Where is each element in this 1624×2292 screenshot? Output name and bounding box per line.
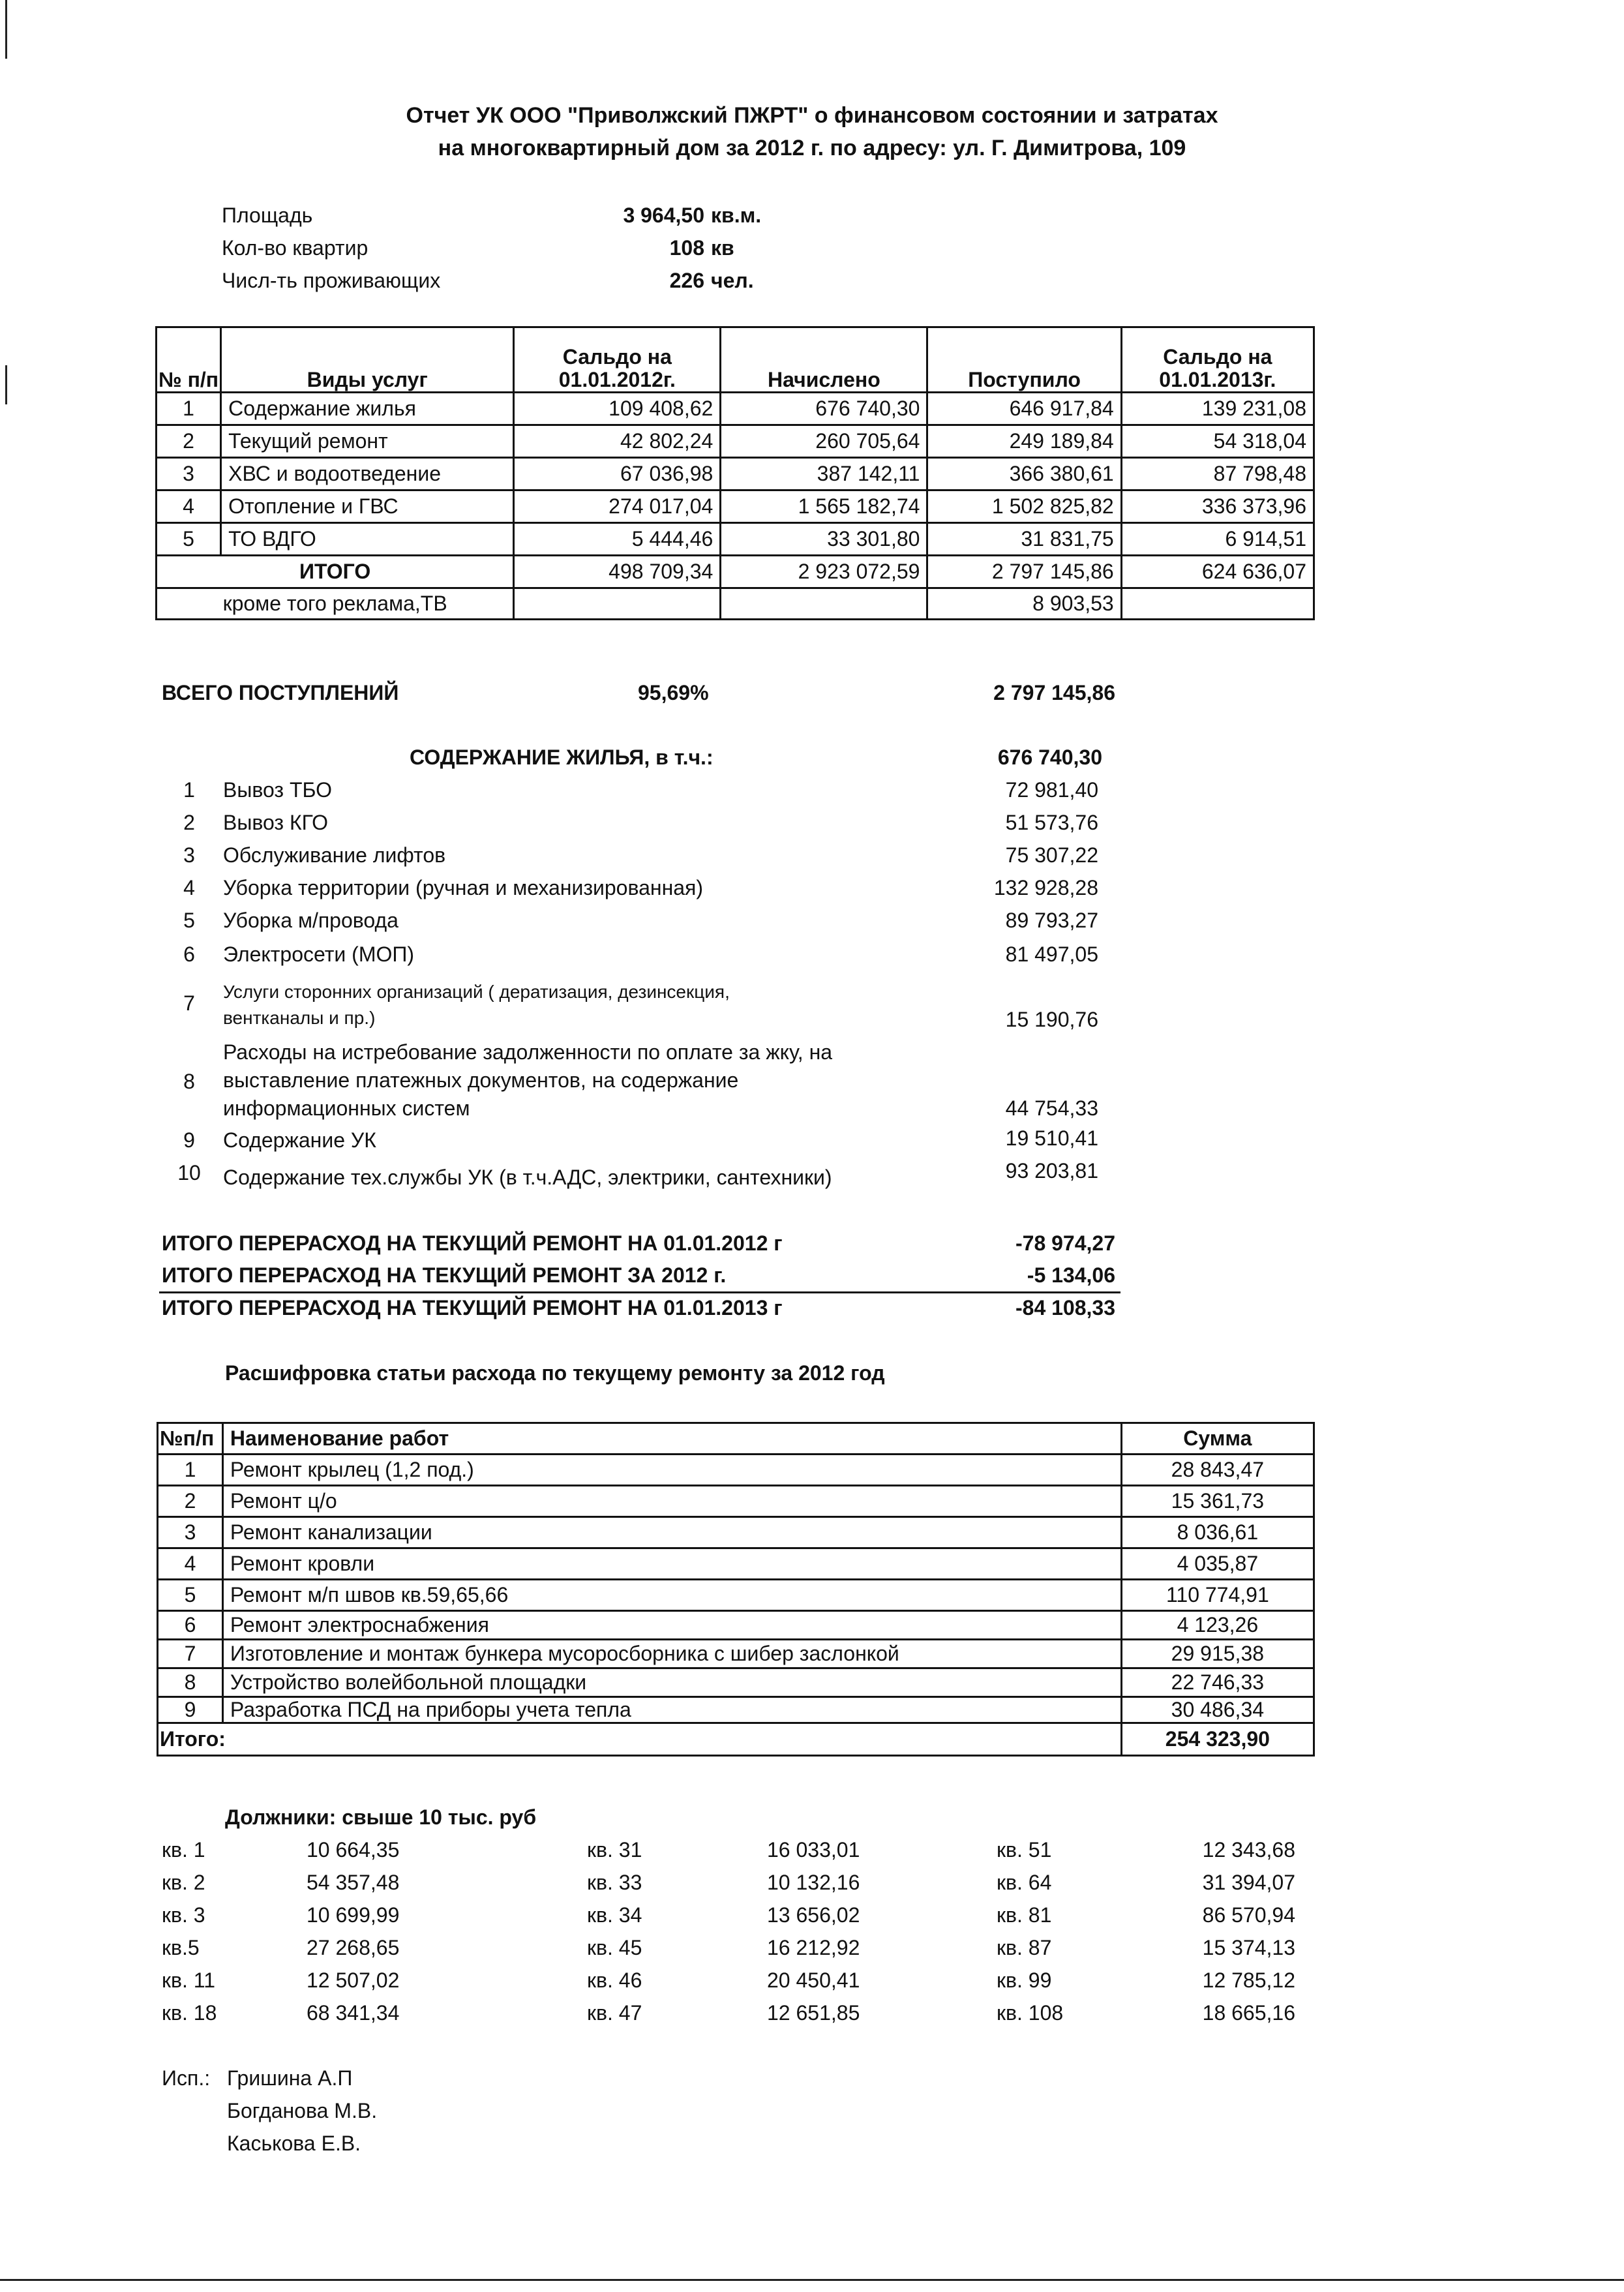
row-saldo-end: 54 318,04 [1121,425,1314,458]
row-charged: 1 565 182,74 [721,490,927,523]
row-saldo-end: 6 914,51 [1121,523,1314,556]
housing-heading: СОДЕРЖАНИЕ ЖИЛЬЯ, в т.ч.: [410,746,714,769]
table-row [157,425,1314,458]
repairs-sum: 15 361,73 [1121,1486,1314,1517]
overspend-value: -78 974,27 [1015,1231,1115,1255]
debtor-apartment: кв. 46 [587,1968,642,1992]
debtor-amount: 10 132,16 [767,1871,860,1894]
debtors-heading: Должники: свыше 10 тыс. руб [225,1805,537,1829]
services-extra-row [157,588,1314,620]
housing-item-num: 3 [183,843,195,867]
repairs-num: 4 [158,1548,223,1580]
debtor-apartment: кв. 87 [997,1936,1052,1959]
debtor-apartment: кв.5 [162,1936,200,1959]
housing-item-value: 19 510,41 [1005,1126,1098,1150]
housing-item-name: Электросети (МОП) [223,942,415,966]
repairs-name: Ремонт электроснабжения [222,1611,1121,1640]
housing-item-num: 6 [183,942,195,966]
info-apartments-label: Кол-во квартир [222,236,368,260]
debtor-apartment: кв. 31 [587,1838,642,1862]
executor-name: Гришина А.П [227,2066,353,2090]
header-saldo-end-line1: Сальдо на [1163,344,1272,369]
debtor-amount: 18 665,16 [1202,2001,1295,2025]
repairs-num: 9 [158,1697,223,1723]
repairs-sum: 29 915,38 [1121,1640,1314,1668]
repairs-heading: Расшифровка статьи расхода по текущему ремонту за 2012 год [225,1361,885,1385]
repairs-name: Изготовление и монтаж бункера мусоросборника с шибер заслонкой [222,1640,1121,1668]
repairs-num: 7 [158,1640,223,1668]
housing-item-value: 51 573,76 [1005,811,1098,834]
row-saldo-end: 336 373,96 [1121,490,1314,523]
housing-item-name-cont: вентканалы и пр.) [223,1008,376,1028]
repairs-table [157,1422,1315,1757]
repairs-num: 1 [158,1455,223,1486]
info-residents-value: 226 [669,269,704,292]
debtor-apartment: кв. 34 [587,1903,642,1927]
info-residents-label: Числ-ть проживающих [222,269,441,292]
debtor-amount: 12 651,85 [767,2001,860,2025]
repairs-header-name: Наименование работ [222,1423,1121,1455]
row-received: 1 502 825,82 [927,490,1121,523]
debtor-amount: 16 033,01 [767,1838,860,1862]
total-charged: 2 923 072,59 [721,556,927,588]
housing-item-value: 81 497,05 [1005,942,1098,966]
table-row [158,1455,1314,1486]
repairs-sum: 4 035,87 [1121,1548,1314,1580]
scan-bottom-line [0,2279,1624,2281]
repairs-name: Ремонт канализации [222,1517,1121,1548]
debtor-amount: 20 450,41 [767,1968,860,1992]
repairs-num: 2 [158,1486,223,1517]
row-saldo-start: 42 802,24 [514,425,721,458]
housing-item-name: Обслуживание лифтов [223,843,446,867]
debtor-apartment: кв. 11 [162,1968,215,1992]
housing-item-name-cont: выставление платежных документов, на содержание [223,1068,739,1092]
extra-label: кроме того реклама,ТВ [157,588,514,620]
table-row [157,393,1314,425]
total-saldo-start: 498 709,34 [514,556,721,588]
row-service: ХВС и водоотведение [221,458,514,490]
table-row [158,1580,1314,1611]
table-row [158,1548,1314,1580]
repairs-header-num: №п/п [158,1423,223,1455]
row-received: 31 831,75 [927,523,1121,556]
repairs-name: Разработка ПСД на приборы учета тепла [222,1697,1121,1723]
housing-total: 676 740,30 [997,746,1102,769]
housing-item-value: 93 203,81 [1005,1159,1098,1183]
debtor-apartment: кв. 18 [162,2001,217,2025]
info-apartments-unit: кв [711,236,734,260]
header-saldo-end-line2: 01.01.2013г. [1159,367,1276,391]
table-row [157,523,1314,556]
debtor-apartment: кв. 33 [587,1871,642,1894]
overspend-label: ИТОГО ПЕРЕРАСХОД НА ТЕКУЩИЙ РЕМОНТ ЗА 2012 г. [162,1263,727,1287]
header-saldo-start-line2: 01.01.2012г. [558,367,676,391]
overspend-label: ИТОГО ПЕРЕРАСХОД НА ТЕКУЩИЙ РЕМОНТ НА 01.01.2012 г [162,1231,783,1255]
header-saldo-start-line1: Сальдо на [562,344,672,369]
overspend-value: -5 134,06 [1027,1263,1115,1287]
scan-edge-top-left [5,0,7,59]
housing-item-name: Услуги сторонних организаций ( дератизация, дезинсекция, [223,982,730,1002]
table-row [158,1697,1314,1723]
debtor-amount: 13 656,02 [767,1903,860,1927]
repairs-sum: 4 123,26 [1121,1611,1314,1640]
row-num: 5 [157,523,221,556]
row-charged: 260 705,64 [721,425,927,458]
header-saldo-end [1121,327,1314,393]
executor-name: Богданова М.В. [227,2099,378,2122]
housing-item-num: 5 [183,909,195,932]
table-row [157,458,1314,490]
row-service: Отопление и ГВС [221,490,514,523]
info-apartments-value: 108 [669,236,704,260]
row-charged: 676 740,30 [721,393,927,425]
repairs-num: 6 [158,1611,223,1640]
repairs-num: 8 [158,1668,223,1697]
report-title-line2: на многоквартирный дом за 2012 г. по адресу: ул. Г. Димитрова, 109 [438,136,1186,160]
repairs-header-row [158,1423,1314,1455]
row-service: Содержание жилья [221,393,514,425]
header-charged: Начислено [721,327,927,393]
debtor-apartment: кв. 51 [997,1838,1052,1862]
debtor-amount: 27 268,65 [307,1936,400,1959]
housing-item-num: 1 [183,778,195,802]
extra-received: 8 903,53 [927,588,1121,620]
repairs-total-sum: 254 323,90 [1121,1723,1314,1756]
report-title-line1: Отчет УК ООО "Приволжский ПЖРТ" о финансовом состоянии и затратах [406,103,1218,128]
housing-item-name: Вывоз КГО [223,811,329,834]
table-row [157,490,1314,523]
header-num: № п/п [157,327,221,393]
total-label: ИТОГО [157,556,514,588]
services-total-row [157,556,1314,588]
debtor-apartment: кв. 45 [587,1936,642,1959]
services-table [155,326,1315,620]
debtor-apartment: кв. 108 [997,2001,1064,2025]
scan-edge-left [5,365,7,404]
debtor-amount: 15 374,13 [1202,1936,1295,1959]
row-saldo-start: 5 444,46 [514,523,721,556]
debtor-apartment: кв. 47 [587,2001,642,2025]
repairs-name: Устройство волейбольной площадки [222,1668,1121,1697]
repairs-header-sum: Сумма [1121,1423,1314,1455]
housing-item-name: Уборка м/провода [223,909,398,932]
debtor-amount: 10 664,35 [307,1838,400,1862]
debtor-amount: 68 341,34 [307,2001,400,2025]
row-received: 646 917,84 [927,393,1121,425]
housing-item-num: 8 [183,1070,195,1093]
debtor-amount: 16 212,92 [767,1936,860,1959]
debtor-apartment: кв. 64 [997,1871,1052,1894]
repairs-sum: 22 746,33 [1121,1668,1314,1697]
repairs-num: 3 [158,1517,223,1548]
header-received: Поступило [927,327,1121,393]
overspend-label: ИТОГО ПЕРЕРАСХОД НА ТЕКУЩИЙ РЕМОНТ НА 01.01.2013 г [162,1296,783,1319]
housing-item-name: Содержание УК [223,1128,376,1152]
debtor-apartment: кв. 81 [997,1903,1052,1927]
housing-item-name-cont: информационных систем [223,1096,470,1120]
header-service: Виды услуг [221,327,514,393]
debtor-amount: 54 357,48 [307,1871,400,1894]
repairs-name: Ремонт м/п швов кв.59,65,66 [222,1580,1121,1611]
row-saldo-start: 67 036,98 [514,458,721,490]
row-charged: 33 301,80 [721,523,927,556]
debtor-apartment: кв. 3 [162,1903,205,1927]
housing-item-value: 89 793,27 [1005,909,1098,932]
overspend-value: -84 108,33 [1015,1296,1115,1319]
housing-item-num: 7 [183,991,195,1015]
row-saldo-start: 109 408,62 [514,393,721,425]
housing-item-value: 75 307,22 [1005,843,1098,867]
repairs-sum: 30 486,34 [1121,1697,1314,1723]
table-row [158,1611,1314,1640]
row-num: 4 [157,490,221,523]
header-saldo-start [514,327,721,393]
debtor-amount: 31 394,07 [1202,1871,1295,1894]
table-row [158,1486,1314,1517]
repairs-sum: 28 843,47 [1121,1455,1314,1486]
extra-empty [514,588,721,620]
extra-empty [721,588,927,620]
table-row [158,1668,1314,1697]
overspend-divider [159,1291,1120,1293]
row-received: 249 189,84 [927,425,1121,458]
row-num: 3 [157,458,221,490]
extra-empty [1121,588,1314,620]
housing-item-num: 10 [177,1161,201,1184]
row-received: 366 380,61 [927,458,1121,490]
repairs-sum: 110 774,91 [1121,1580,1314,1611]
debtor-amount: 86 570,94 [1202,1903,1295,1927]
housing-item-num: 4 [183,876,195,899]
repairs-name: Ремонт крылец (1,2 под.) [222,1455,1121,1486]
debtor-apartment: кв. 1 [162,1838,205,1862]
housing-item-value: 44 754,33 [1005,1096,1098,1120]
row-charged: 387 142,11 [721,458,927,490]
repairs-name: Ремонт ц/о [222,1486,1121,1517]
services-header-row [157,327,1314,393]
housing-item-num: 9 [183,1128,195,1152]
info-area-unit: кв.м. [711,204,762,227]
repairs-total-label: Итого: [158,1723,1122,1756]
housing-item-name: Вывоз ТБО [223,778,333,802]
table-row [158,1640,1314,1668]
row-service: Текущий ремонт [221,425,514,458]
info-area-label: Площадь [222,204,313,227]
receipts-percent: 95,69% [638,681,709,704]
receipts-amount: 2 797 145,86 [993,681,1115,704]
repairs-num: 5 [158,1580,223,1611]
info-residents-unit: чел. [711,269,754,292]
housing-item-value: 15 190,76 [1005,1008,1098,1031]
table-row [158,1517,1314,1548]
debtor-apartment: кв. 99 [997,1968,1052,1992]
executors-label: Исп.: [162,2066,211,2090]
debtor-apartment: кв. 2 [162,1871,205,1894]
row-num: 2 [157,425,221,458]
debtor-amount: 12 507,02 [307,1968,400,1992]
housing-item-name: Содержание тех.службы УК (в т.ч.АДС, электрики, сантехники) [223,1166,832,1189]
repairs-sum: 8 036,61 [1121,1517,1314,1548]
housing-item-name: Расходы на истребование задолженности по оплате за жку, на [223,1040,833,1064]
receipts-label: ВСЕГО ПОСТУПЛЕНИЙ [162,681,399,704]
repairs-total-row [158,1723,1314,1756]
housing-item-name: Уборка территории (ручная и механизированная) [223,876,704,899]
row-num: 1 [157,393,221,425]
debtor-amount: 12 785,12 [1202,1968,1295,1992]
row-service: ТО ВДГО [221,523,514,556]
total-received: 2 797 145,86 [927,556,1121,588]
row-saldo-start: 274 017,04 [514,490,721,523]
total-saldo-end: 624 636,07 [1121,556,1314,588]
row-saldo-end: 139 231,08 [1121,393,1314,425]
info-area-value: 3 964,50 [623,204,704,227]
executor-name: Каськова Е.В. [227,2132,361,2155]
row-saldo-end: 87 798,48 [1121,458,1314,490]
housing-item-value: 132 928,28 [993,876,1098,899]
housing-item-num: 2 [183,811,195,834]
debtor-amount: 12 343,68 [1202,1838,1295,1862]
debtor-amount: 10 699,99 [307,1903,400,1927]
repairs-name: Ремонт кровли [222,1548,1121,1580]
housing-item-value: 72 981,40 [1005,778,1098,802]
